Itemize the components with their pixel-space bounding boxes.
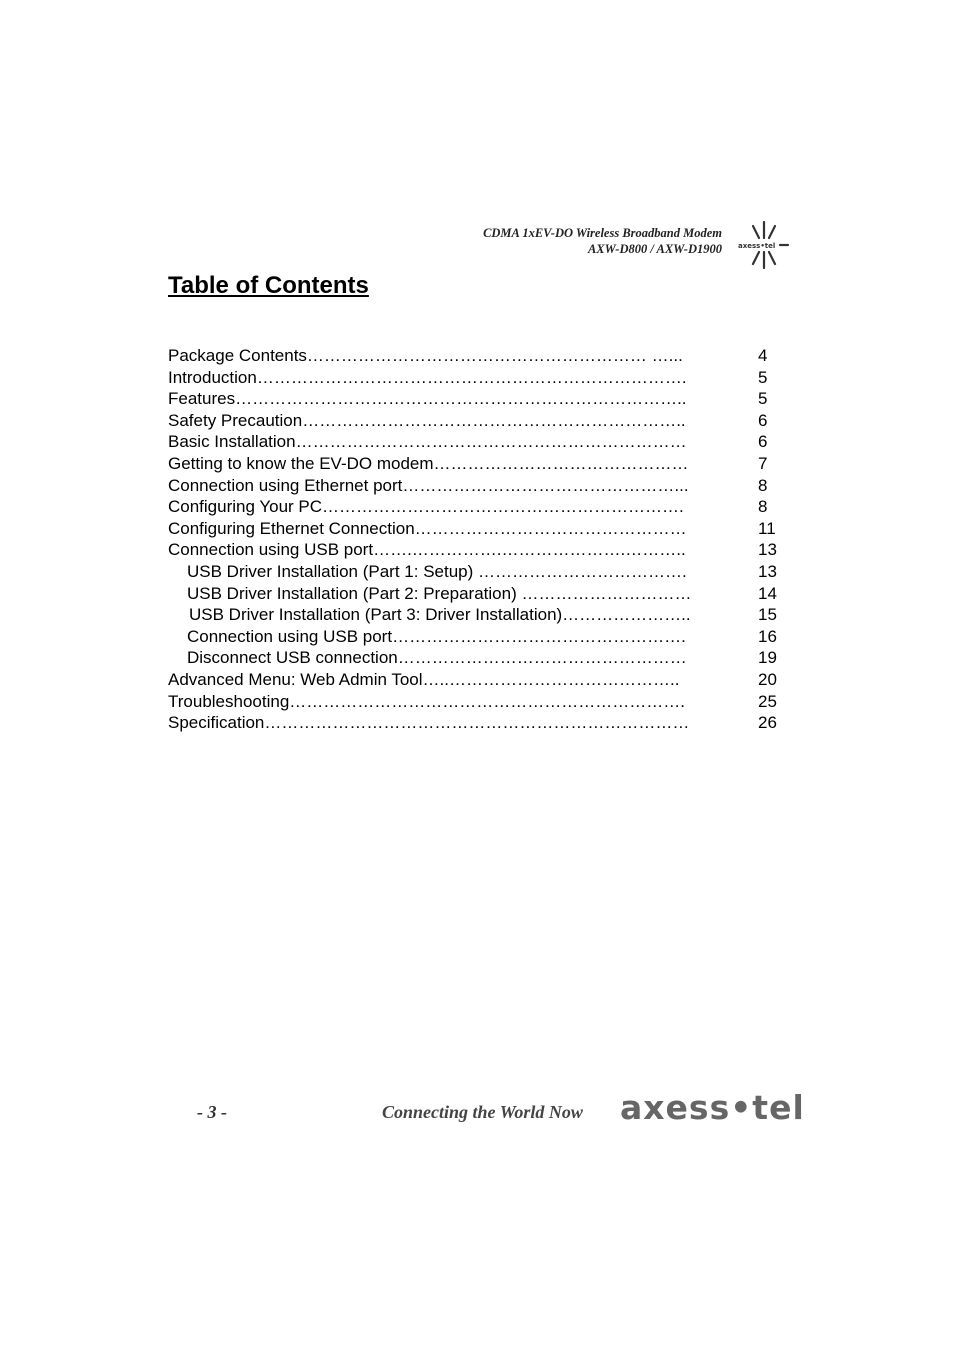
toc-entry[interactable]: [168, 388, 788, 410]
toc-entry-page: 5: [758, 367, 768, 387]
toc-entry[interactable]: [168, 539, 788, 561]
toc-entry-label: Introduction………………………………………………………………….: [168, 367, 687, 387]
document-header: [483, 225, 722, 257]
toc-entry-label: Connection using USB port…………………………………………….: [187, 626, 686, 646]
toc-entry-label: Basic Installation……………………………………………………………: [168, 432, 687, 452]
toc-subentry[interactable]: [168, 604, 788, 626]
page-number: - 3 -: [197, 1102, 227, 1122]
toc-entry-label: Configuring Your PC……………………………………………………….: [168, 497, 684, 517]
toc-subentry[interactable]: [168, 626, 788, 648]
toc-entry-page: 11: [758, 518, 776, 538]
toc-entry-label: Disconnect USB connection……………………………………………: [187, 648, 687, 668]
toc-entry-page: 5: [758, 389, 768, 409]
toc-entry-label: USB Driver Installation (Part 1: Setup) ……………………………….: [187, 561, 687, 581]
toc-entry[interactable]: [168, 518, 788, 540]
toc-entry[interactable]: [168, 691, 788, 713]
toc-entry-page: 19: [758, 648, 777, 668]
toc-entry-label: Configuring Ethernet Connection…………………………………………: [168, 518, 687, 538]
toc-entry-label: USB Driver Installation (Part 2: Preparation) …………………………: [187, 583, 692, 603]
toc-entry[interactable]: [168, 669, 788, 691]
toc-entry[interactable]: [168, 453, 788, 475]
toc-entry-label: Specification…………………………………………………………………: [168, 713, 690, 733]
toc-entry-page: 20: [758, 669, 777, 689]
header-product-line: CDMA 1xEV-DO Wireless Broadband Modem: [483, 226, 722, 240]
footer-brand-logo: axess•tel: [620, 1088, 805, 1127]
header-model-line: AXW-D800 / AXW-D1900: [587, 242, 722, 256]
table-of-contents: [168, 345, 788, 734]
toc-entry-label: USB Driver Installation (Part 3: Driver Installation)…………………..: [189, 605, 691, 625]
toc-entry-page: 25: [758, 691, 777, 711]
toc-entry-label: Package Contents…………………………………………………… …...: [168, 346, 683, 365]
toc-entry[interactable]: [168, 475, 788, 497]
toc-entry[interactable]: [168, 496, 788, 518]
toc-entry-label: Advanced Menu: Web Admin Tool…..…………………………………..: [168, 669, 680, 689]
toc-entry-page: 4: [758, 346, 768, 365]
toc-entry-page: 14: [758, 583, 777, 603]
page-title: Table of Contents: [168, 272, 369, 299]
toc-entry-page: 8: [758, 475, 768, 495]
toc-entry-page: 6: [758, 410, 768, 430]
toc-subentry[interactable]: [168, 561, 788, 583]
footer-slogan: Connecting the World Now: [382, 1102, 583, 1122]
toc-entry-label: Troubleshooting…………………………………………………………….: [168, 691, 686, 711]
axesstel-logo-icon: [734, 218, 790, 272]
toc-entry-page: 7: [758, 453, 768, 473]
toc-entry[interactable]: [168, 712, 788, 734]
toc-entry-label: Getting to know the EV-DO modem………………………………………: [168, 453, 689, 473]
toc-entry-label: Connection using Ethernet port…………………………………………...: [168, 475, 689, 495]
toc-entry-page: 6: [758, 432, 768, 452]
toc-entry-page: 13: [758, 540, 777, 560]
toc-entry-label: Connection using USB port…….…………….………………….………..: [168, 540, 686, 560]
toc-entry[interactable]: [168, 431, 788, 453]
toc-entry-label: Safety Precaution…………………………………………………………..: [168, 410, 686, 430]
toc-entry[interactable]: [168, 345, 788, 367]
toc-entry-page: 26: [758, 713, 777, 733]
logo-icon-text: axess•tel: [738, 242, 776, 250]
toc-entry-page: 8: [758, 497, 768, 517]
toc-entry[interactable]: [168, 367, 788, 389]
toc-subentry[interactable]: [168, 647, 788, 669]
toc-subentry[interactable]: [168, 583, 788, 605]
toc-entry-page: 13: [758, 561, 777, 581]
toc-entry-page: 15: [758, 605, 777, 625]
toc-entry[interactable]: [168, 410, 788, 432]
toc-entry-label: Features……………………………………………………………………..: [168, 389, 687, 409]
toc-entry-page: 16: [758, 626, 777, 646]
